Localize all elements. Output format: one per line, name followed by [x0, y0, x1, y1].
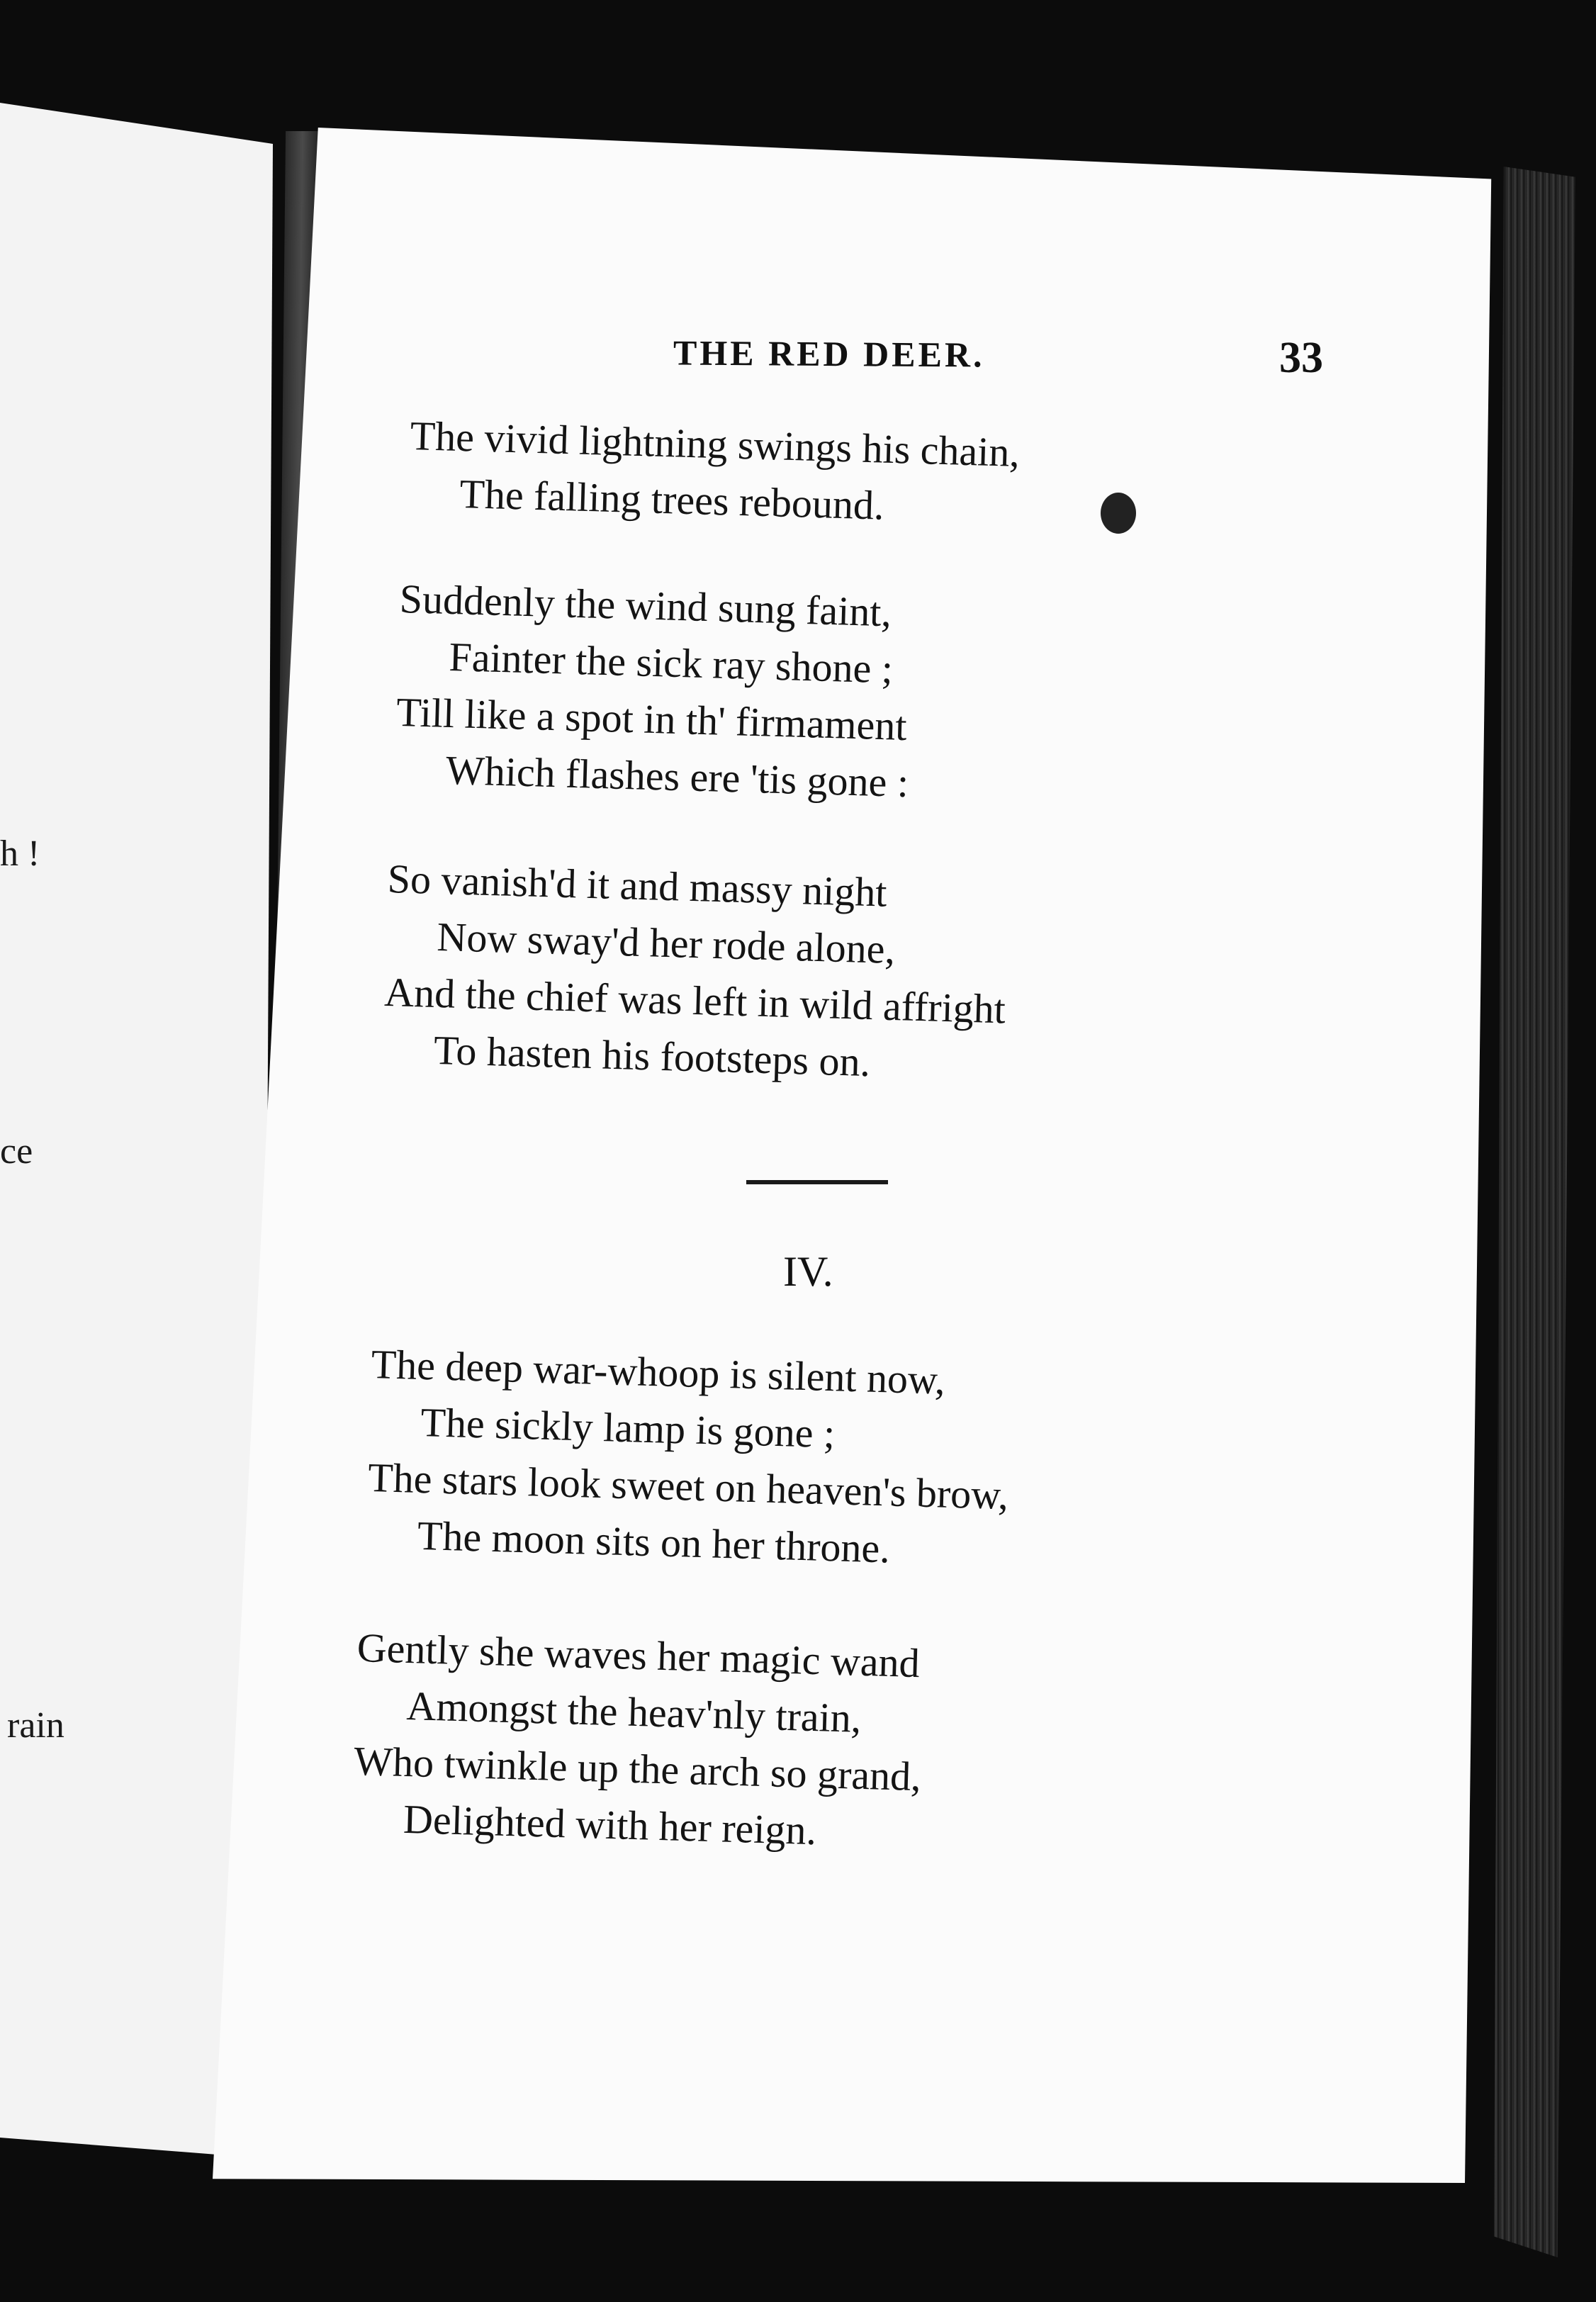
poem-line: Now sway'd her rode alone,: [436, 913, 896, 973]
poem-line: Which flashes ere 'tis gone :: [445, 746, 909, 807]
running-header: THE RED DEER.: [673, 332, 985, 375]
poem-line: The moon sits on her throne.: [417, 1512, 891, 1572]
left-page-fragment: rain: [7, 1705, 64, 1746]
poem-line: Till like a spot in th' firmament: [395, 688, 908, 750]
poem-line: The deep war-whoop is silent now,: [370, 1340, 946, 1403]
poem-line: Suddenly the wind sung faint,: [398, 575, 892, 636]
left-page-fragment: ce: [0, 1131, 33, 1172]
ink-blot: [1101, 493, 1136, 534]
left-page-fragment: h !: [0, 833, 40, 874]
poem-line: The vivid lightning swings his chain,: [409, 412, 1021, 476]
poem-line: Amongst the heav'nly train,: [405, 1682, 862, 1741]
stanza: [382, 850, 1009, 1094]
poem-line: Fainter the sick ray shone ;: [448, 633, 894, 692]
poem-line: The sickly lamp is gone ;: [420, 1398, 836, 1457]
poem-line: The falling trees rebound.: [459, 470, 885, 529]
stanza: [394, 571, 914, 812]
stanza: [352, 1619, 925, 1862]
poem-line: So vanish'd it and massy night: [386, 855, 888, 916]
poem-line: Gently she waves her magic wand: [356, 1624, 921, 1687]
poem-line: Delighted with her reign.: [403, 1795, 817, 1854]
poem-line: The stars look sweet on heaven's brow,: [367, 1454, 1009, 1519]
poem-line: And the chief was left in wild affright: [383, 968, 1006, 1033]
section-numeral: IV.: [783, 1248, 833, 1295]
page-number: 33: [1279, 334, 1323, 382]
stanza: [366, 1336, 1012, 1580]
section-divider: [746, 1180, 888, 1184]
poem-line: Who twinkle up the arch so grand,: [353, 1737, 922, 1800]
poem-line: To hasten his footsteps on.: [433, 1026, 872, 1086]
page-block-edge: [1494, 167, 1575, 2257]
stanza: [408, 408, 1021, 538]
